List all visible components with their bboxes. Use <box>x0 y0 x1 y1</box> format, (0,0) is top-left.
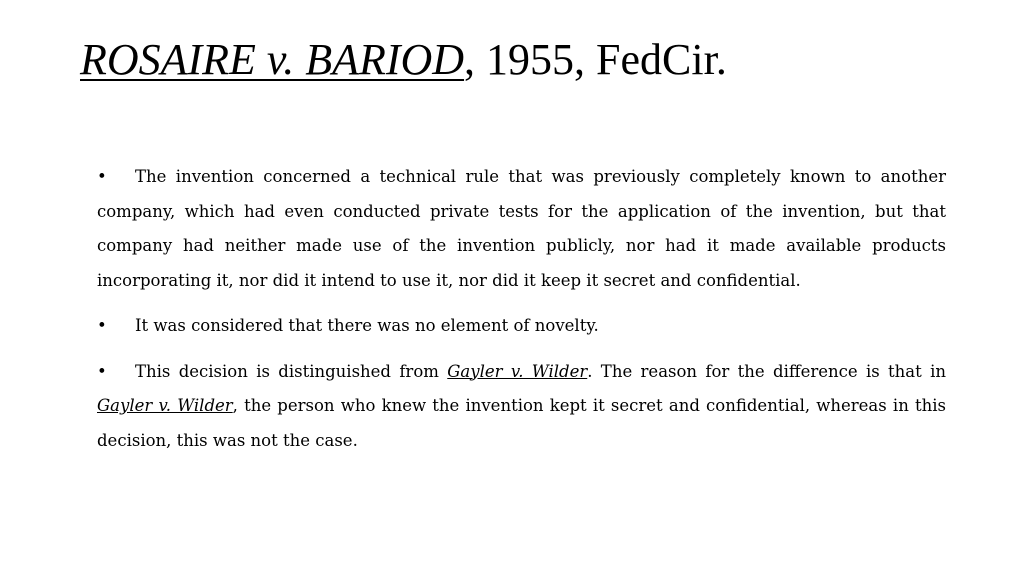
bullet-text-part: . The reason for the difference is that in <box>587 361 946 381</box>
bullet-item-2 <box>97 309 946 344</box>
bullet-text-part: This decision is distinguished from <box>135 361 448 381</box>
bullet-marker: • <box>97 316 107 335</box>
bullet-text-part: , the person who knew the invention kept it secret and confidential, whereas in this decision, this was not the case. <box>97 396 946 450</box>
slide-title <box>80 30 727 90</box>
bullet-marker: • <box>97 167 107 186</box>
bullet-item-1 <box>97 160 946 298</box>
case-reference: Gayler v. Wilder <box>447 361 588 381</box>
bullet-marker: • <box>97 361 107 381</box>
bullet-text: The invention concerned a technical rule that was previously completely known to another company, which had even conducted private tests for the application of the invention, but that company had neither made use of the invention publicly, nor had it made available products incorporating it, nor did it intend to use it, nor did it keep it secret and confidential. <box>97 167 946 290</box>
case-reference: Gayler v. Wilder <box>97 396 233 415</box>
title-rest: , 1955, FedCir. <box>464 35 727 84</box>
bullet-list <box>97 160 946 469</box>
bullet-text: It was considered that there was no element of novelty. <box>135 316 599 335</box>
title-case-name: ROSAIRE v. BARIOD <box>80 35 465 84</box>
bullet-item-3 <box>97 355 946 459</box>
